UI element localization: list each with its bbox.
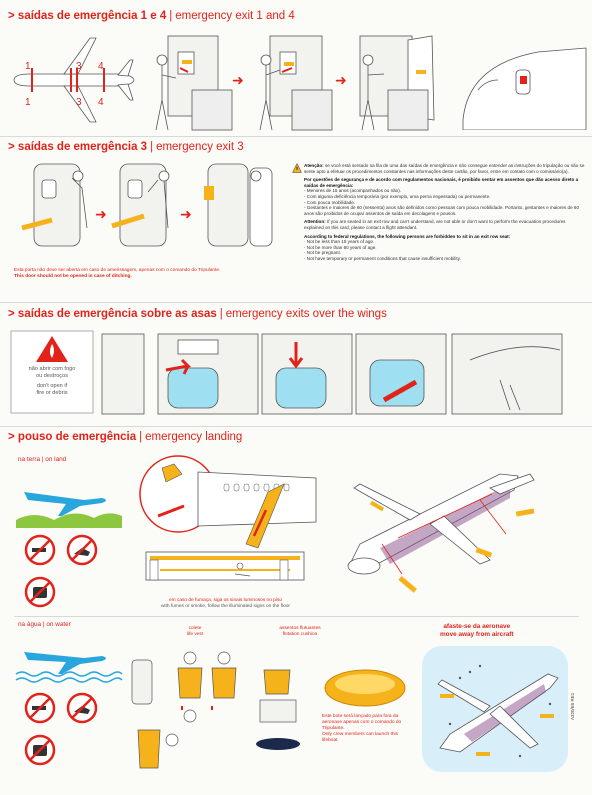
exit-number-front-top: 1 — [25, 61, 31, 72]
exit-number-mid-bottom: 3 — [76, 97, 82, 108]
floor-lighting-illustration — [140, 548, 310, 604]
warning-icon — [292, 163, 302, 173]
exit-number-rear-top: 4 — [98, 61, 104, 72]
aircraft-exit-diagram — [6, 30, 136, 130]
exit-number-front-bottom: 1 — [25, 97, 31, 108]
no-fire-debris-text: não abrir com fogo ou destroços don't open if fire or debris — [28, 366, 76, 396]
floor-lighting-caption: em caso de fumaça, siga os sinais luminosos no piso with fumes or smoke, follow the illuminated signs on the floor — [160, 598, 291, 609]
section-title-exit-3: > saídas de emergência 3 | emergency exit 3 — [8, 141, 244, 153]
aircraft-evacuation-water-illustration — [420, 644, 570, 774]
raft-note: Este bote será lançado para fora da aeronave apenas com o comando do Tripulante. Only crew members can launch this lifeboat — [322, 714, 402, 743]
divider — [14, 616, 579, 617]
section-title-wings: > saídas de emergência sobre as asas | emergency exits over the wings — [8, 308, 387, 320]
exit-3-ditching-caption: Esta porta não deve ser aberta em caso de amerissagem, apenas com o comando do Tripulante. This door should not be opened in case of ditching. — [14, 268, 221, 279]
flotation-cushion-label: assentos flutuantes flotation cushion — [279, 626, 321, 637]
divider — [0, 302, 592, 303]
no-smoking-high-heels-bag-icons — [24, 534, 116, 614]
exit-3-door-illustration — [12, 158, 282, 266]
step-arrow-3: ➜ — [95, 206, 107, 222]
exit-number-mid-top: 3 — [76, 61, 82, 72]
on-water-label: na água | on water — [18, 621, 71, 628]
slide-deploy-illustration — [138, 452, 318, 552]
plane-on-land-icon — [14, 470, 124, 530]
aircraft-evacuation-land-illustration — [340, 454, 540, 614]
aircraft-nose-door-illustration — [458, 30, 588, 130]
step-arrow-4: ➜ — [180, 206, 192, 222]
step-arrow-2: ➜ — [335, 72, 347, 88]
move-away-label: afaste-se da aeronave move away from aircraft — [440, 623, 514, 638]
exit-door-steps-illustration — [152, 30, 462, 138]
overwing-exit-steps-illustration — [100, 330, 570, 420]
section-title-landing: > pouso de emergência | emergency landing — [8, 431, 243, 443]
exit-number-rear-bottom: 4 — [98, 97, 104, 108]
no-smoking-high-heels-bag-icons-water — [24, 692, 116, 772]
life-vest-label: colete life vest — [186, 626, 204, 637]
life-vest-instructions-illustration — [130, 640, 320, 780]
card-code: A320/E0 RE1 — [570, 692, 575, 720]
plane-on-water-icon — [14, 634, 124, 684]
divider — [0, 426, 592, 427]
divider — [0, 136, 592, 137]
exit-row-info-text: Atenção: se você está sentado na fila de uma das saídas de emergência e não consegue entender as instruções do tripulação ou não se sente apto a efetuar os procedimentos constantes nas informações deste cartão, por favor, entre em contato com o comissário(a). Por questões de segurança e de acordo com regulamentos nacionais, é proibido sentar em assentos que dão acesso direto a saídas de emergência: - Menores de 15 anos (acompanhados ou não). - Com alguma deficiência temporária (por exemplo, uma perna engessada) ou permanente. - Com pouca mobilidade. - Gestantes e maiores de 60 (sessenta) anos são definidos como pessoas com pouca mobilidade. Portanto, gestantes e maiores de 60 anos são proibidos de ocupar assentos de saída em decolagens e pousos. Attention: If you are seated in an exit row and can't understand, are not able or don't want to perform the evacuation procedures explained on this card, please contact a flight attendant. According to federal regulations, the following persons are forbidden to sit in an exit row seat: · Not be less than 15 years of age. · Not be more than 60 years of age. · Not be pregnant. · Not have temporary or permanent conditions that cause insufficient mobility. — [304, 163, 585, 261]
on-land-label: na terra | on land — [18, 456, 67, 463]
section-title-exit-1-4: > saídas de emergência 1 e 4 | emergency exit 1 and 4 — [8, 10, 295, 22]
step-arrow-1: ➜ — [232, 72, 244, 88]
life-raft-illustration — [320, 660, 410, 710]
